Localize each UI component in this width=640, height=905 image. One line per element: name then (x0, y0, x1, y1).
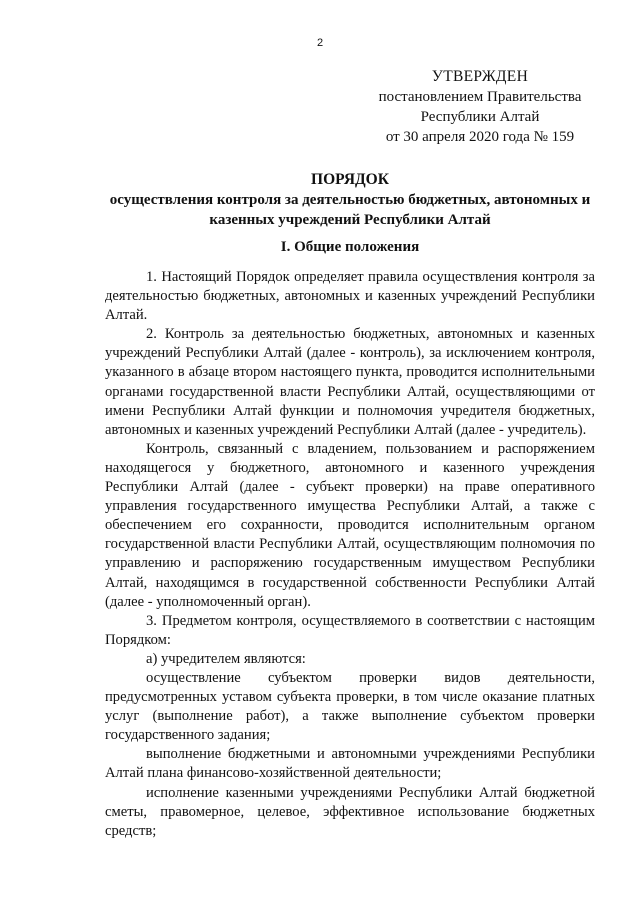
paragraph-5: а) учредителем являются: (146, 650, 306, 667)
paragraph-4: 3. Предметом контроля, осуществляемого в соответствии с настоящим Порядком: (105, 612, 595, 648)
document-body (105, 268, 595, 841)
approval-stamp: УТВЕРЖДЕН (431, 68, 529, 85)
paragraph-2: 2. Контроль за деятельностью бюджетных, автономных и казенных учреждений Республики Алтай (далее - контроль), за исключением контроля, указанного в абзаце втором настоящего пункта, проводится исполнительными органами государственной власти Республики Алтай, осуществляющими от имени Республики Алтай функции и полномочия учредителя бюджетных, автономных и казенных учреждений Республики Алтай (далее - учредитель). (105, 326, 595, 438)
paragraph-1: 1. Настоящий Порядок определяет правила осуществления контроля за деятельностью бюджетных, автономных и казенных учреждений Республики Алтай. (105, 269, 595, 324)
paragraph-7: выполнение бюджетными и автономными учреждениями Республики Алтай плана финансово-хозяйственной деятельности; (105, 746, 595, 782)
approval-line-decree: постановлением Правительства (378, 89, 582, 105)
document-subtitle: осуществления контроля за деятельностью бюджетных, автономных и казенных учреждений Республики Алтай (109, 192, 591, 228)
document-title: ПОРЯДОК (311, 171, 389, 188)
approval-line-republic: Республики Алтай (420, 109, 540, 125)
page-number: 2 (316, 37, 324, 49)
approval-line-date: от 30 апреля 2020 года № 159 (385, 129, 575, 145)
paragraph-6: осуществление субъектом проверки видов деятельности, предусмотренных уставом субъекта проверки, в том числе оказание платных услуг (выполнение работ), а также выполнение субъектом проверки государственного задания; (105, 669, 595, 744)
section-title: I. Общие положения (280, 239, 420, 255)
paragraph-8: исполнение казенными учреждениями Республики Алтай бюджетной сметы, правомерное, целевое, эффективное использование бюджетных средств; (105, 784, 595, 839)
paragraph-3: Контроль, связанный с владением, пользованием и распоряжением находящегося у бюджетного, автономного и казенного учреждения Республики Алтай (далее - субъект проверки) на праве оперативного управления государственного имущества Республики Алтай, а также с обеспечением его сохранности, проводится исполнительным органом государственной власти Республики Алтай, осуществляющим полномочия по управлению и распоряжению государственным имуществом Республики Алтай, находящимся в государственной собственности Республики Алтай (далее - уполномоченный орган). (105, 440, 595, 610)
approval-block (360, 67, 600, 147)
